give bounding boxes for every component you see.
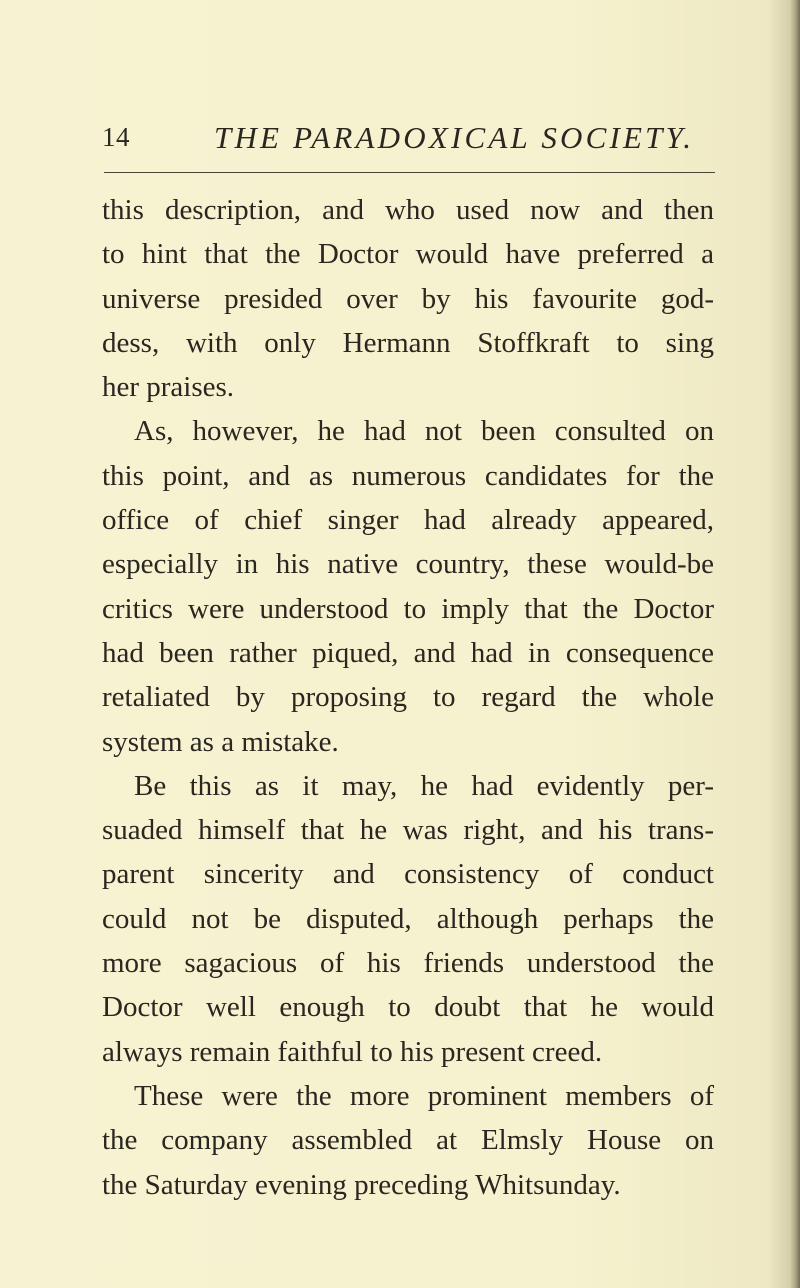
text-line: universe presided over by his favourite god- xyxy=(102,282,714,315)
text-line: this description, and who used now and then xyxy=(102,194,714,226)
page-number: 14 xyxy=(102,122,130,152)
text-line: dess, with only Hermann Stoffkraft to sing xyxy=(102,326,714,359)
paragraph-start-line: As, however, he had not been consulted on xyxy=(134,415,714,448)
text-line: parent sincerity and consistency of conduct xyxy=(102,858,714,891)
text-line: to hint that the Doctor would have preferred a xyxy=(102,238,714,271)
text-line: the company assembled at Elmsly House on xyxy=(102,1124,714,1157)
paragraph-start-line: Be this as it may, he had evidently per- xyxy=(134,769,714,802)
text-line: critics were understood to imply that the Doctor xyxy=(102,592,714,625)
text-line: had been rather piqued, and had in consequence xyxy=(102,636,714,669)
running-head xyxy=(102,120,702,166)
running-title: THE PARADOXICAL SOCIETY. xyxy=(214,120,695,155)
text-line: her praises. xyxy=(102,371,235,404)
text-line: retaliated by proposing to regard the whole xyxy=(102,681,714,714)
text-line: especially in his native country, these would-be xyxy=(102,548,714,581)
text-line: suaded himself that he was right, and his trans- xyxy=(102,814,714,847)
text-line: could not be disputed, although perhaps the xyxy=(102,902,714,935)
paragraph-start-line: These were the more prominent members of xyxy=(134,1079,714,1112)
text-line: office of chief singer had already appeared, xyxy=(102,504,714,537)
text-line: system as a mistake. xyxy=(102,725,339,758)
header-rule xyxy=(104,172,715,173)
text-line: always remain faithful to his present creed. xyxy=(102,1035,603,1068)
text-line: Doctor well enough to doubt that he would xyxy=(102,991,714,1024)
page-edge-shadow xyxy=(790,0,800,1288)
text-line: the Saturday evening preceding Whitsunday. xyxy=(102,1168,621,1201)
text-line: more sagacious of his friends understood the xyxy=(102,947,714,980)
text-line: this point, and as numerous candidates for the xyxy=(102,459,714,492)
body-text xyxy=(102,188,714,1207)
